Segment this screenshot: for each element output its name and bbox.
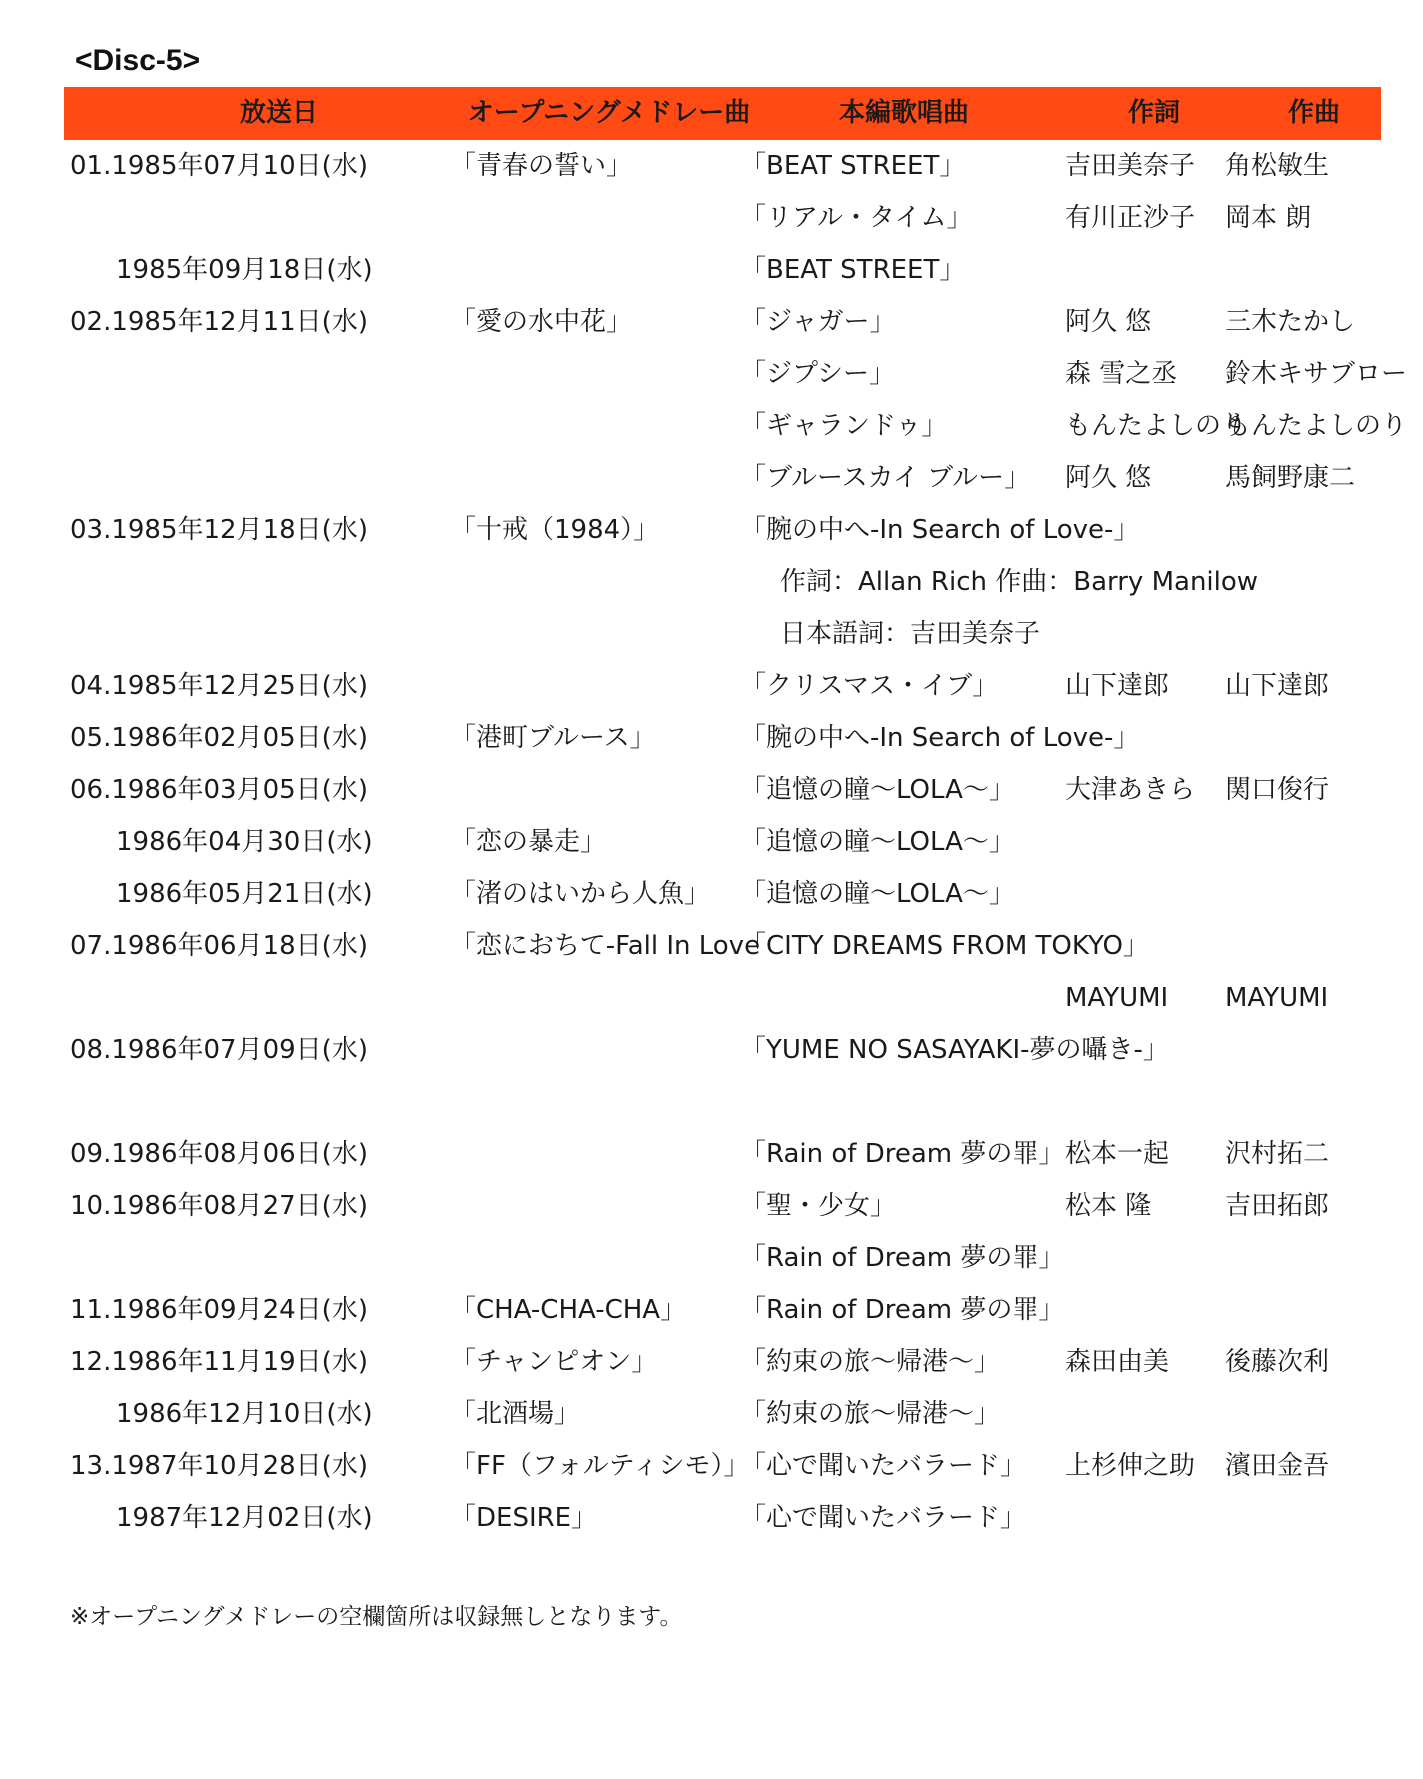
main-song: 「聖・少女」 [740,1191,897,1221]
opening-medley-song [450,764,740,816]
lyricist [1065,1492,1225,1544]
composer: 濱田金吾 [1225,1451,1330,1481]
broadcast-date [70,452,450,504]
composer: 三木たかし [1225,307,1356,337]
opening-medley-song: 「恋におちて-Fall In Love [450,931,761,961]
song-credit: 作詞：Allan Rich 作曲：Barry Manilow [780,567,1259,597]
main-song: 「クリスマス・イブ」 [740,671,999,701]
composer: 沢村拓二 [1225,1139,1330,1169]
opening-medley-song: 「北酒場」 [450,1399,581,1429]
composer [1225,920,1415,972]
composer [1225,1076,1415,1128]
broadcast-date [70,400,450,452]
header-opening: オープニングメドレー曲 [467,98,751,128]
opening-medley-song [450,1076,740,1128]
opening-medley-song [450,192,740,244]
opening-medley-song: 「FF（フォルティシモ）」 [450,1451,750,1481]
main-song: 「Rain of Dream 夢の罪」 [740,1295,1065,1325]
opening-medley-song [450,1024,740,1076]
lyricist [1065,1024,1225,1076]
lyricist [1065,504,1225,556]
composer [1225,1232,1415,1284]
composer [1225,244,1415,296]
table-row [0,140,1423,192]
lyricist: 上杉伸之助 [1065,1451,1196,1481]
opening-medley-song: 「渚のはいから人魚」 [450,879,711,909]
main-song: 「ジャガー」 [740,307,896,337]
broadcast-date: 12.1986年11月19日(水) [70,1347,368,1377]
broadcast-date: 13.1987年10月28日(水) [70,1451,368,1481]
lyricist [1065,816,1225,868]
main-song: 「CITY DREAMS FROM TOKYO」 [740,931,1149,961]
composer: 山下達郎 [1225,671,1330,701]
opening-medley-song [450,972,740,1024]
main-song: 「ジプシー」 [740,359,895,389]
composer [1225,1388,1415,1440]
header-composer: 作曲 [1287,98,1340,128]
table-row [0,1284,1423,1336]
main-song: 「Rain of Dream 夢の罪」 [740,1243,1065,1273]
opening-medley-song [450,452,740,504]
main-song: 「BEAT STREET」 [740,151,966,181]
opening-medley-song [450,400,740,452]
header-song: 本編歌唱曲 [838,98,969,128]
main-song: 「ブルースカイ ブルー」 [740,463,1031,493]
table-row [0,920,1423,972]
opening-medley-song: 「恋の暴走」 [450,827,607,857]
disc-title: <Disc-5> [75,44,201,77]
main-song: 「追憶の瞳～LOLA～」 [740,775,1015,805]
composer: 鈴木キサブロー [1225,359,1408,389]
main-song: 「ギャランドゥ」 [740,411,948,441]
table-row [0,1180,1423,1232]
main-song: 「追憶の瞳～LOLA～」 [740,879,1015,909]
broadcast-date: 1986年12月10日(水) [116,1399,373,1429]
composer [1225,1284,1415,1336]
table-row [0,1076,1423,1128]
table-row [0,244,1423,296]
opening-medley-song [450,1128,740,1180]
main-song: 「心で聞いたバラード」 [740,1451,1027,1481]
table-row [0,556,1423,608]
main-song: 「腕の中へ-In Search of Love-」 [740,723,1140,753]
table-row [0,504,1423,556]
table-body [0,140,1423,1544]
table-row [0,1336,1423,1388]
broadcast-date [70,608,450,660]
table-row [0,972,1423,1024]
broadcast-date: 02.1985年12月11日(水) [70,307,368,337]
main-song: 「心で聞いたバラード」 [740,1503,1027,1533]
lyricist [1065,1232,1225,1284]
lyricist: 森田由美 [1065,1347,1170,1377]
lyricist: 有川正沙子 [1065,203,1196,233]
composer: 岡本 朗 [1225,203,1312,233]
table-row [0,816,1423,868]
lyricist: 山下達郎 [1065,671,1170,701]
main-song: 「YUME NO SASAYAKI-夢の囁き-」 [740,1035,1169,1065]
lyricist: 森 雪之丞 [1065,359,1178,389]
footnote: ※オープニングメドレーの空欄箇所は収録無しとなります。 [70,1604,683,1630]
opening-medley-song [450,1232,740,1284]
lyricist [1065,1388,1225,1440]
composer: もんたよしのり [1225,411,1408,441]
broadcast-date: 05.1986年02月05日(水) [70,723,368,753]
broadcast-date: 01.1985年07月10日(水) [70,151,368,181]
lyricist: 阿久 悠 [1065,307,1152,337]
table-row [0,764,1423,816]
broadcast-date: 03.1985年12月18日(水) [70,515,368,545]
broadcast-date: 1986年05月21日(水) [116,879,373,909]
opening-medley-song [450,608,740,660]
broadcast-date: 09.1986年08月06日(水) [70,1139,368,1169]
lyricist [1065,1076,1225,1128]
table-row [0,1440,1423,1492]
composer [1225,1492,1415,1544]
table-row [0,452,1423,504]
header-date: 放送日 [239,98,318,128]
opening-medley-song: 「十戒（1984）」 [450,515,660,545]
opening-medley-song: 「チャンピオン」 [450,1347,658,1377]
composer: 馬飼野康二 [1225,463,1356,493]
lyricist [1065,712,1225,764]
table-row [0,192,1423,244]
lyricist [1065,1284,1225,1336]
broadcast-date: 1985年09月18日(水) [116,255,373,285]
table-row [0,1128,1423,1180]
composer: 関口俊行 [1225,775,1330,805]
table-row [0,608,1423,660]
table-row [0,348,1423,400]
main-song: 「追憶の瞳～LOLA～」 [740,827,1015,857]
lyricist: 松本 隆 [1065,1191,1152,1221]
table-row [0,712,1423,764]
main-song: 「Rain of Dream 夢の罪」 [740,1139,1065,1169]
opening-medley-song: 「愛の水中花」 [450,307,633,337]
lyricist: 大津あきら [1065,775,1196,805]
broadcast-date [70,972,450,1024]
broadcast-date: 04.1985年12月25日(水) [70,671,368,701]
opening-medley-song: 「DESIRE」 [450,1503,598,1533]
table-row [0,1492,1423,1544]
opening-medley-song: 「青春の誓い」 [450,151,633,181]
broadcast-date: 1986年04月30日(水) [116,827,373,857]
opening-medley-song: 「CHA-CHA-CHA」 [450,1295,687,1325]
composer: 後藤次利 [1225,1347,1330,1377]
song-credit: 日本語詞：吉田美奈子 [780,619,1041,649]
composer [1225,1024,1415,1076]
broadcast-date: 10.1986年08月27日(水) [70,1191,368,1221]
broadcast-date: 1987年12月02日(水) [116,1503,373,1533]
composer [1225,712,1415,764]
opening-medley-song [450,348,740,400]
table-row [0,296,1423,348]
lyricist: 吉田美奈子 [1065,151,1196,181]
broadcast-date: 07.1986年06月18日(水) [70,931,368,961]
broadcast-date [70,1232,450,1284]
main-song: 「BEAT STREET」 [740,255,966,285]
composer: 角松敏生 [1225,151,1330,181]
composer [1225,816,1415,868]
broadcast-date: 11.1986年09月24日(水) [70,1295,368,1325]
broadcast-date: 06.1986年03月05日(水) [70,775,368,805]
main-song: 「リアル・タイム」 [740,203,973,233]
table-row [0,660,1423,712]
main-song: 「約束の旅～帰港～」 [740,1347,1001,1377]
table-row [0,1388,1423,1440]
composer: MAYUMI [1225,983,1329,1013]
broadcast-date: 08.1986年07月09日(水) [70,1035,368,1065]
opening-medley-song [450,556,740,608]
opening-medley-song [450,660,740,712]
lyricist: 阿久 悠 [1065,463,1152,493]
composer [1225,504,1415,556]
broadcast-date [70,556,450,608]
table-header [64,87,1381,140]
opening-medley-song [450,1180,740,1232]
table-row [0,1232,1423,1284]
composer [1225,868,1415,920]
main-song: 「約束の旅～帰港～」 [740,1399,1001,1429]
broadcast-date [70,192,450,244]
main-song: 「腕の中へ-In Search of Love-」 [740,515,1140,545]
header-lyrics: 作詞 [1127,98,1180,128]
table-row [0,400,1423,452]
lyricist [1065,868,1225,920]
lyricist: MAYUMI [1065,983,1169,1013]
lyricist: 松本一起 [1065,1139,1170,1169]
table-row [0,1024,1423,1076]
table-row [0,868,1423,920]
lyricist [1065,920,1225,972]
broadcast-date [70,1076,450,1128]
lyricist [1065,244,1225,296]
broadcast-date [70,348,450,400]
composer: 吉田拓郎 [1225,1191,1330,1221]
opening-medley-song: 「港町ブルース」 [450,723,656,753]
lyricist: もんたよしのり [1065,411,1248,441]
opening-medley-song [450,244,740,296]
